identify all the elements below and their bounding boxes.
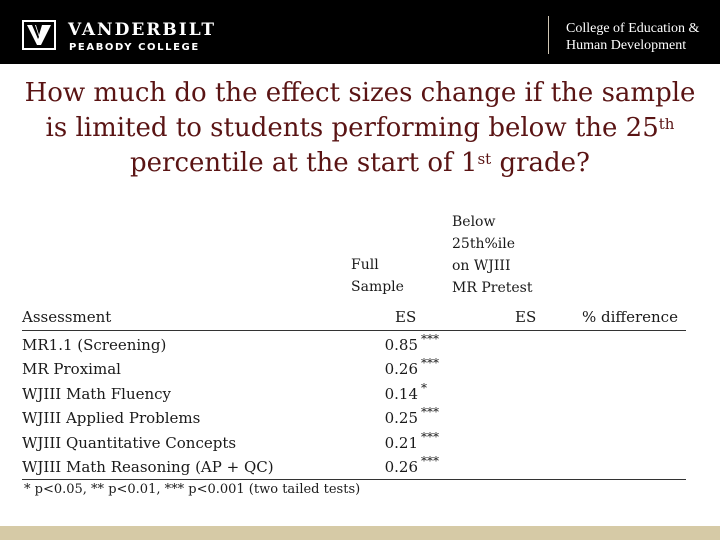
significance-stars: *** (421, 429, 439, 444)
table-header-row (22, 308, 686, 330)
significance-stars: *** (421, 453, 439, 468)
es-value: 0.21 (384, 433, 418, 452)
table-row (22, 382, 686, 406)
slide-title (20, 76, 700, 181)
header-pct-difference: % difference (582, 308, 678, 326)
es-value: 0.85 (384, 336, 418, 354)
header-assessment: Assessment (22, 308, 112, 326)
table-row (22, 333, 686, 357)
full-sample-line-1: Full (351, 257, 379, 273)
brand-name: VANDERBILT (68, 20, 216, 40)
es-value: 0.26 (384, 360, 418, 379)
below-line-3: on WJIII (452, 258, 511, 274)
vanderbilt-v-icon (22, 20, 56, 50)
brand-sub: PEABODY COLLEGE (69, 42, 200, 53)
assessment-name: WJIII Quantitative Concepts (22, 433, 237, 452)
header-es-below: ES (515, 308, 537, 326)
college-line-2: Human Development (566, 38, 687, 53)
college-line-1: College of Education & (566, 21, 700, 36)
header-rule (22, 330, 686, 331)
full-sample-heading (351, 254, 404, 298)
title-part-3: grade? (491, 148, 590, 178)
header-divider (548, 16, 549, 54)
significance-stars: *** (421, 356, 439, 371)
es-value: 0.14 (384, 384, 418, 403)
footer-bar (0, 526, 720, 540)
results-table (22, 333, 686, 479)
table-row (22, 431, 686, 455)
assessment-name: WJIII Math Fluency (22, 384, 172, 403)
assessment-name: WJIII Math Reasoning (AP + QC) (22, 457, 274, 476)
assessment-name: WJIII Applied Problems (22, 409, 201, 428)
table-row (22, 357, 686, 381)
title-sup-1: th (658, 115, 675, 133)
table-row (22, 455, 686, 479)
table-row (22, 406, 686, 430)
significance-footnote: * p<0.05, ** p<0.01, *** p<0.001 (two tailed tests) (24, 482, 361, 497)
es-value: 0.25 (384, 409, 418, 428)
assessment-name: MR1.1 (Screening) (22, 336, 167, 354)
title-part-2: percentile at the start of 1 (129, 148, 478, 178)
title-sup-2: st (477, 150, 492, 168)
below-25th-heading (452, 211, 532, 299)
significance-stars: *** (421, 405, 439, 420)
below-line-2: 25th%ile (452, 236, 515, 252)
significance-stars: *** (421, 332, 439, 346)
below-line-4: MR Pretest (452, 280, 533, 296)
below-line-1: Below (452, 214, 496, 230)
header-bar (0, 0, 720, 64)
header-es-full: ES (395, 308, 417, 326)
full-sample-line-2: Sample (351, 279, 404, 295)
es-value: 0.26 (384, 457, 418, 476)
college-name (566, 20, 699, 54)
assessment-name: MR Proximal (22, 360, 121, 379)
table-bottom-rule (22, 479, 686, 480)
significance-stars: * (421, 380, 427, 395)
title-part-1: How much do the effect sizes change if the sample is limited to students performing below the 25 (24, 78, 696, 143)
